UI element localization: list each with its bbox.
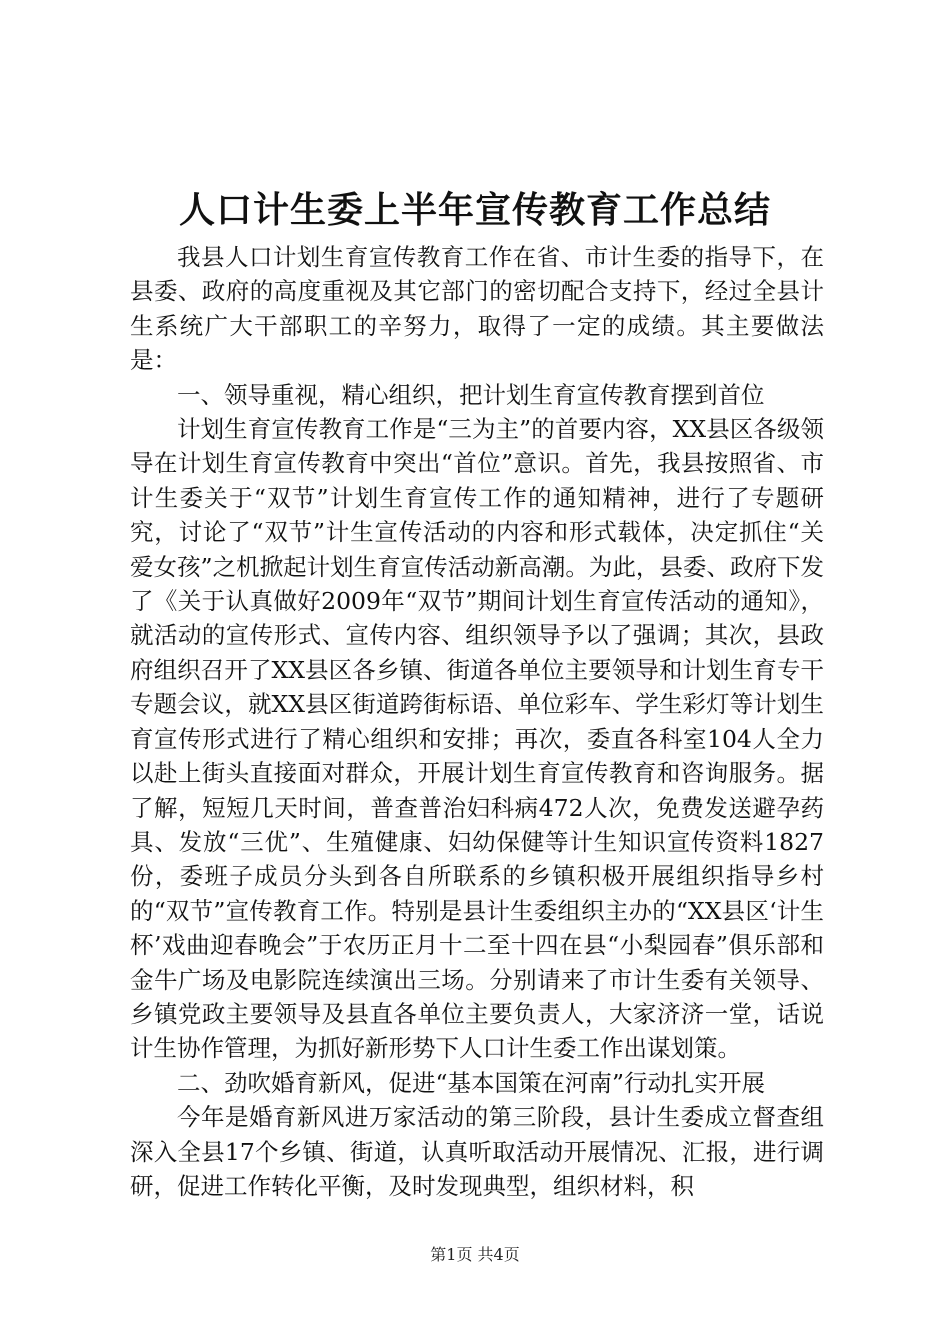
section-heading-1: 一、领导重视，精心组织，把计划生育宣传教育摆到首位 [177, 380, 765, 409]
paragraph-intro: 我县人口计划生育宣传教育工作在省、市计生委的指导下，在县委、政府的高度重视及其它部门的密切配合支持下，经过全县计生系统广大干部职工的辛努力，取得了一定的成绩。其主要做法是： [130, 243, 824, 375]
document-title: 人口计生委上半年宣传教育工作总结 [178, 189, 771, 231]
paragraph-section-2: 今年是婚育新风进万家活动的第三阶段，县计生委成立督查组深入全县17个乡镇、街道，认真听取活动开展情况、汇报，进行调研，促进工作转化平衡，及时发现典型，组织材料，积 [130, 1103, 824, 1200]
document-body [130, 240, 824, 1203]
paragraph-section-1: 计划生育宣传教育工作是“三为主”的首要内容，XX县区各级领导在计划生育宣传教育中突出“首位”意识。首先，我县按照省、市计生委关于“双节”计划生育宣传工作的通知精神，进行了专题研究，讨论了“双节”计生宣传活动的内容和形式载体，决定抓住“关爱女孩”之机掀起计划生育宣传活动新高潮。为此，县委、政府下发了《关于认真做好2009年“双节”期间计划生育宣传活动的通知》，就活动的宣传形式、宣传内容、组织领导予以了强调；其次，县政府组织召开了XX县区各乡镇、街道各单位主要领导和计划生育专干专题会议，就XX县区街道跨街标语、单位彩车、学生彩灯等计划生育宣传形式进行了精心组织和安排；再次，委直各科室104人全力以赴上街头直接面对群众，开展计划生育宣传教育和咨询服务。据了解，短短几天时间，普查普治妇科病472人次，免费发送避孕药具、发放“三优”、生殖健康、妇幼保健等计生知识宣传资料1827份，委班子成员分头到各自所联系的乡镇积极开展组织指导乡村的“双节”宣传教育工作。特别是县计生委组织主办的“XX县区‘计生杯’戏曲迎春晚会”于农历正月十二至十四在县“小梨园春”俱乐部和金牛广场及电影院连续演出三场。分别请来了市计生委有关领导、乡镇党政主要领导及县直各单位主要负责人，大家济济一堂，话说计生协作管理，为抓好新形势下人口计生委工作出谋划策。 [130, 415, 824, 1063]
page-number-footer: 第1页 共4页 [430, 1245, 520, 1264]
section-heading-2: 二、劲吹婚育新风，促进“基本国策在河南”行动扎实开展 [177, 1068, 766, 1097]
